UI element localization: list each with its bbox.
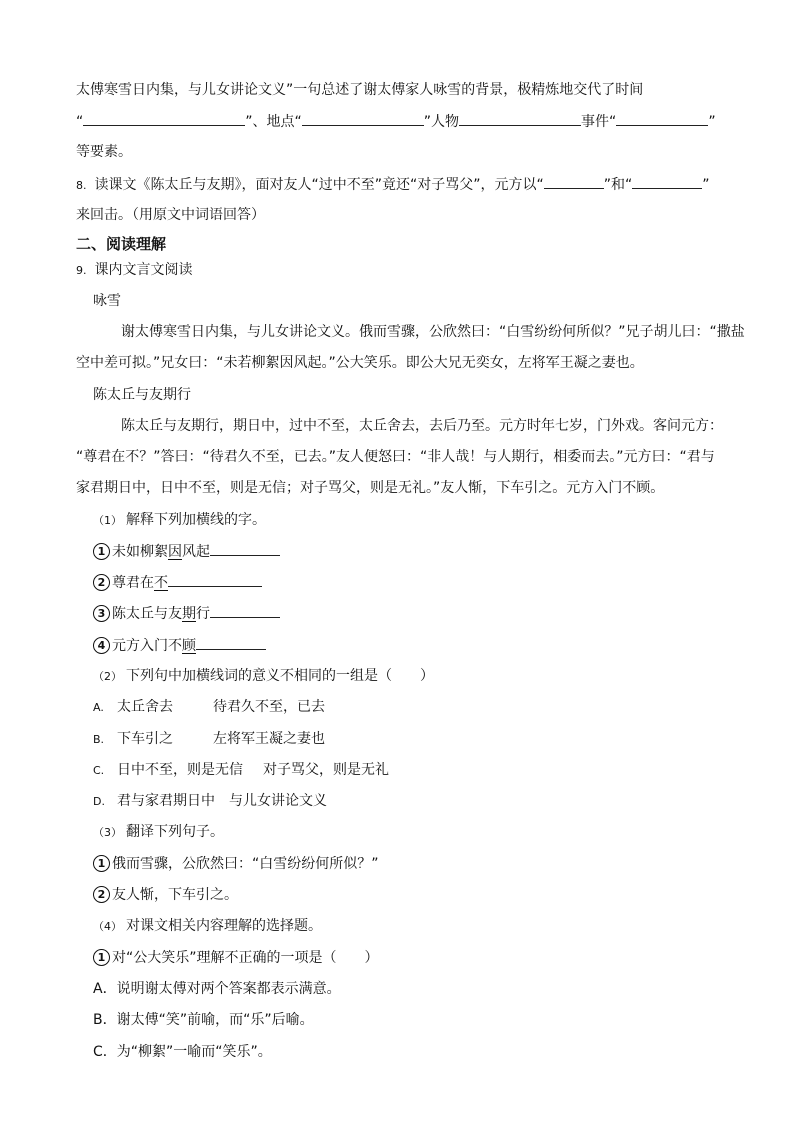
option-part-b: 与儿女讲论文义 xyxy=(229,793,327,809)
sub-question-4 xyxy=(93,916,322,937)
option-part-a: 君与家君期日中 xyxy=(117,793,215,809)
q8-text: 读课文《陈太丘与友期》，面对友人“过中不至”竟还“对子骂父”，元方以“ xyxy=(94,177,544,193)
underlined-char: 因 xyxy=(168,544,182,560)
circled-number: 1 xyxy=(93,949,110,966)
event-label: 事件“ xyxy=(581,114,617,130)
sub-prompt: 下列句中加横线词的意义不相同的一组是（ ） xyxy=(126,668,434,684)
option-part-a: 太丘舍去 xyxy=(117,699,173,715)
q7-line2 xyxy=(76,111,716,132)
passage-text: “尊君在不？”答曰：“待君久不至，已去。”友人便怒曰：“非人哉！与人期行，相委而去。”元方曰：“君与 xyxy=(76,449,715,465)
section-heading: 二、阅读理解 xyxy=(76,235,167,253)
question-number: 8. xyxy=(76,179,87,192)
circled-number: 1 xyxy=(93,543,110,560)
circled-number: 4 xyxy=(93,637,110,654)
option-part-b: 待君久不至，已去 xyxy=(213,699,325,715)
sub-label: （3） xyxy=(93,826,122,839)
item-text: 对“公大笑乐”理解不正确的一项是（ ） xyxy=(112,950,379,966)
q7-line3: 等要素。 xyxy=(76,144,132,160)
choice-option[interactable] xyxy=(93,729,325,750)
underlined-char: 不 xyxy=(154,575,168,591)
option-part-a: 日中不至，则是无信 xyxy=(117,762,243,778)
person-blank[interactable] xyxy=(459,111,581,126)
definition-item xyxy=(93,635,266,656)
item-text: 俄而雪骤，公欣然曰：“白雪纷纷何所似？” xyxy=(112,856,379,872)
place-label: ”、地点“ xyxy=(245,114,302,130)
option-letter: B. xyxy=(93,733,105,746)
item-text: 风起 xyxy=(182,544,210,560)
choice-option[interactable] xyxy=(93,791,327,812)
choice-option[interactable]: A．说明谢太傅对两个答案都表示满意。 xyxy=(93,981,341,997)
choice-option[interactable] xyxy=(93,760,389,781)
definition-item xyxy=(93,603,280,624)
q8-text: ”和“ xyxy=(603,177,633,193)
passage-title: 咏雪 xyxy=(93,293,121,309)
sub-question-2 xyxy=(93,666,434,687)
circled-number: 1 xyxy=(93,855,110,872)
sub-prompt: 翻译下列句子。 xyxy=(126,824,224,840)
sub-label: （1） xyxy=(93,514,122,527)
q8-text: ” xyxy=(702,177,710,193)
q8-line2: 来回击。（用原文中词语回答） xyxy=(76,207,265,223)
item-text: 元方入门不 xyxy=(112,638,182,654)
definition-item xyxy=(93,541,280,562)
item-text: 尊君在 xyxy=(112,575,154,591)
option-part-b: 左将军王凝之妻也 xyxy=(213,731,325,747)
circled-number: 2 xyxy=(93,886,110,903)
answer-blank-1[interactable] xyxy=(544,174,604,189)
choice-option[interactable] xyxy=(93,697,325,718)
circled-number: 2 xyxy=(93,574,110,591)
passage-title: 陈太丘与友期行 xyxy=(93,387,191,403)
translate-item xyxy=(93,854,379,874)
passage-text: 谢太傅寒雪日内集，与儿女讲论文义。俄而雪骤，公欣然曰：“白雪纷纷何所似？”兄子胡儿曰：“撒盐 xyxy=(121,324,745,340)
circled-number: 3 xyxy=(93,605,110,622)
translate-item xyxy=(93,885,238,905)
q7-line1: 太傅寒雪日内集，与儿女讲论文义”一句总述了谢太傅家人咏雪的背景，极精炼地交代了时间 xyxy=(76,82,644,98)
option-letter: A. xyxy=(93,701,104,714)
sub-question-3 xyxy=(93,822,224,843)
time-blank[interactable] xyxy=(83,111,245,126)
sub-prompt: 解释下列加横线的字。 xyxy=(126,512,266,528)
sub-question-1 xyxy=(93,510,266,531)
quote-mark: ” xyxy=(708,114,716,130)
choice-option[interactable]: C．为“柳絮”一喻而“笑乐”。 xyxy=(93,1044,272,1060)
answer-blank[interactable] xyxy=(210,603,280,618)
place-blank[interactable] xyxy=(302,111,424,126)
answer-blank[interactable] xyxy=(196,635,266,650)
passage-text: 家君期日中，日中不至，则是无信；对子骂父，则是无礼。”友人惭，下车引之。元方入门不顾。 xyxy=(76,480,665,496)
q9-intro xyxy=(76,260,193,281)
quote-mark: “ xyxy=(76,114,84,130)
option-part-a: 下车引之 xyxy=(117,731,173,747)
q8-line1 xyxy=(76,174,710,196)
person-label: ”人物 xyxy=(423,114,460,130)
passage-text: 空中差可拟。”兄女曰：“未若柳絮因风起。”公大笑乐。即公大兄无奕女，左将军王凝之妻也。 xyxy=(76,355,644,371)
definition-item xyxy=(93,572,262,593)
underlined-char: 期 xyxy=(182,606,196,622)
answer-blank[interactable] xyxy=(168,572,262,587)
item-text: 陈太丘与友 xyxy=(112,606,182,622)
underlined-char: 顾 xyxy=(182,638,196,654)
q9-intro-text: 课内文言文阅读 xyxy=(94,262,193,278)
item-text: 行 xyxy=(196,606,210,622)
sub-prompt: 对课文相关内容理解的选择题。 xyxy=(126,918,322,934)
event-blank[interactable] xyxy=(616,111,708,126)
question-number: 9. xyxy=(76,264,87,277)
item-text: 友人惭，下车引之。 xyxy=(112,887,238,903)
sub-label: （2） xyxy=(93,670,122,683)
option-letter: C. xyxy=(93,764,105,777)
answer-blank-2[interactable] xyxy=(632,174,702,189)
item-text: 未如柳絮 xyxy=(112,544,168,560)
option-part-b: 对子骂父，则是无礼 xyxy=(263,762,389,778)
answer-blank[interactable] xyxy=(210,541,280,556)
option-letter: D. xyxy=(93,795,105,808)
passage-text: 陈太丘与友期行，期日中，过中不至，太丘舍去，去后乃至。元方时年七岁，门外戏。客问元方： xyxy=(121,418,723,434)
sub-label: （4） xyxy=(93,920,122,933)
choice-option[interactable]: B．谢太傅“笑”前喻，而“乐”后喻。 xyxy=(93,1012,314,1028)
mc-question xyxy=(93,948,379,968)
